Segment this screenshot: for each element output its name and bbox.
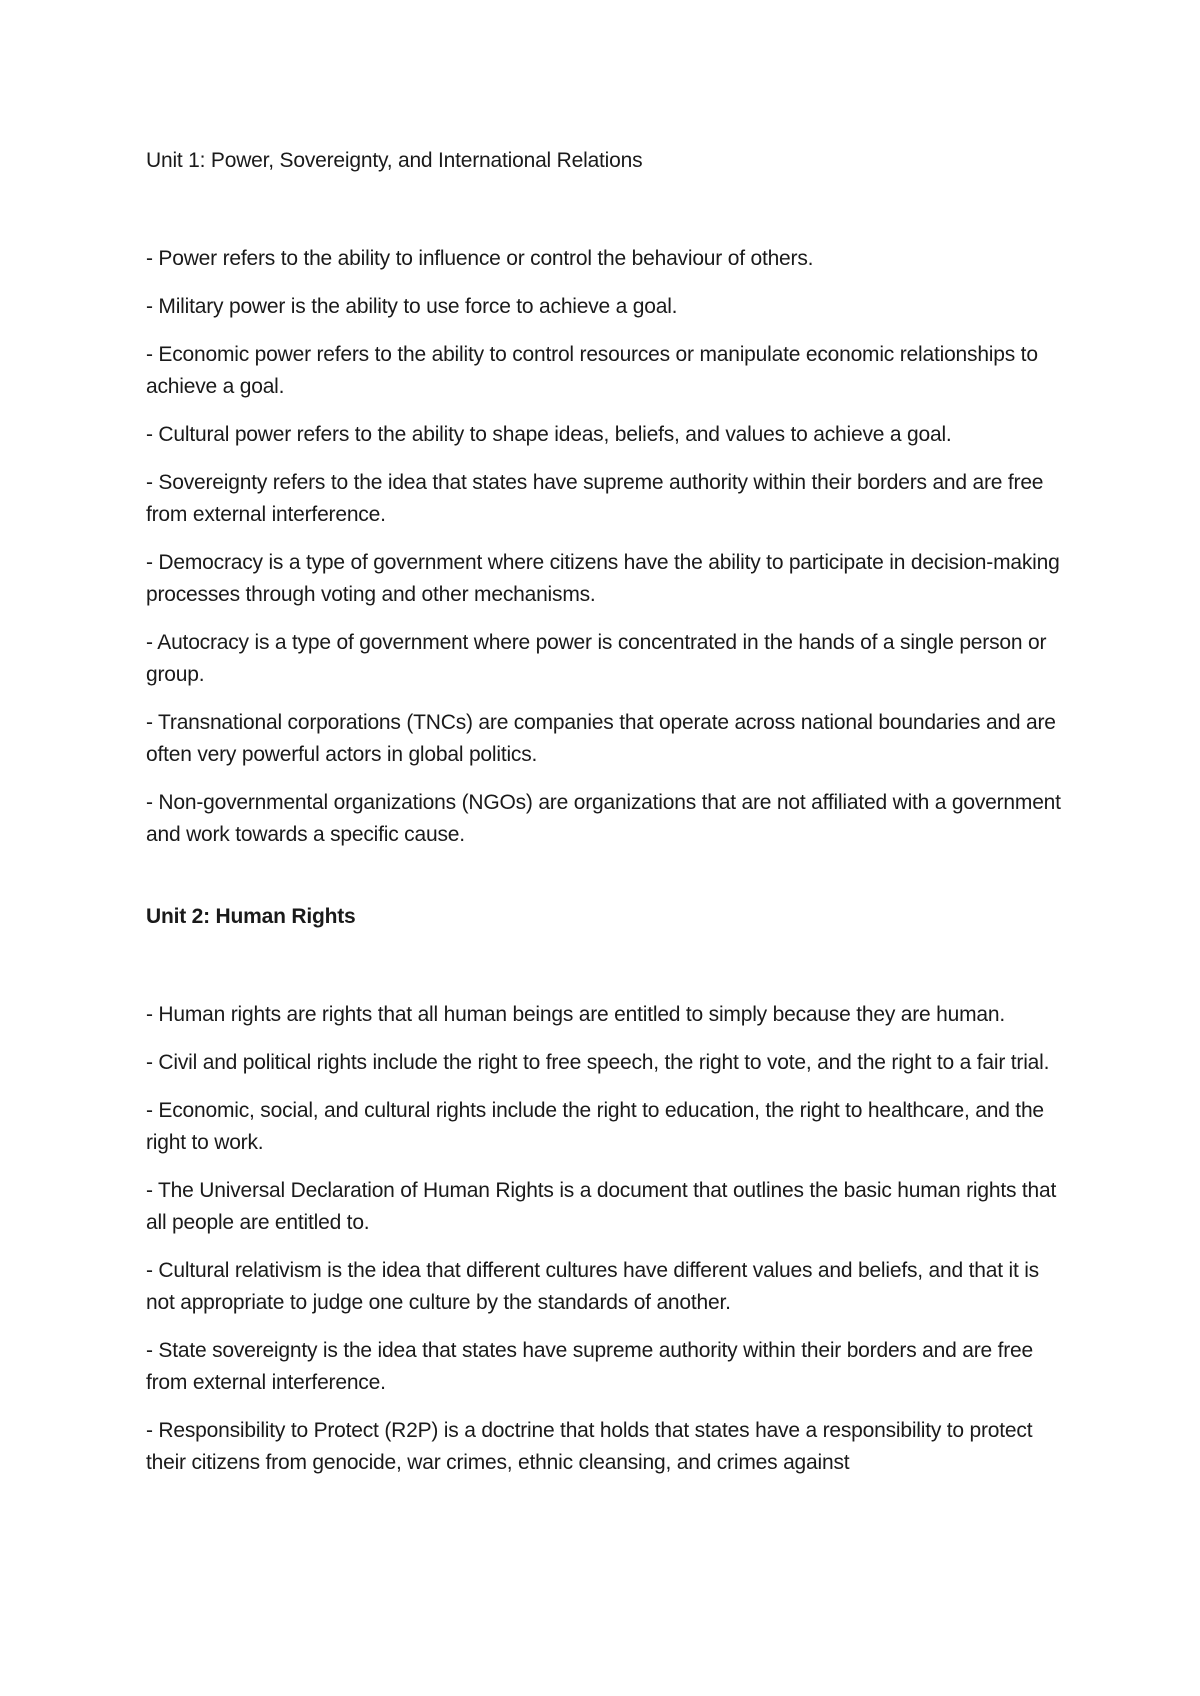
- unit1-item-democracy: - Democracy is a type of government where citizens have the ability to participate in decision-making processes through voting and other mechanisms.: [146, 551, 1060, 606]
- unit2-item-cultural-relativism: - Cultural relativism is the idea that different cultures have different values and beliefs, and that it is not appropriate to judge one culture by the standards of another.: [146, 1259, 1039, 1314]
- unit2-item-udhr: - The Universal Declaration of Human Rights is a document that outlines the basic human rights that all people are entitled to.: [146, 1179, 1057, 1234]
- unit1-item-sovereignty: - Sovereignty refers to the idea that states have supreme authority within their borders and are free from external interference.: [146, 471, 1044, 526]
- unit1-item-cultural-power: - Cultural power refers to the ability to shape ideas, beliefs, and values to achieve a goal.: [146, 423, 952, 446]
- unit2-item-human-rights: - Human rights are rights that all human beings are entitled to simply because they are human.: [146, 1003, 1005, 1026]
- unit1-item-economic-power: - Economic power refers to the ability to control resources or manipulate economic relationships to achieve a goal.: [146, 343, 1038, 398]
- unit1-item-autocracy: - Autocracy is a type of government where power is concentrated in the hands of a single person or group.: [146, 631, 1047, 686]
- unit2-item-state-sovereignty: - State sovereignty is the idea that states have supreme authority within their borders and are free from external interference.: [146, 1339, 1033, 1394]
- unit2-item-economic-social-cultural-rights: - Economic, social, and cultural rights include the right to education, the right to healthcare, and the right to work.: [146, 1099, 1044, 1154]
- unit1-item-ngos: - Non-governmental organizations (NGOs) are organizations that are not affiliated with a government and work towards a specific cause.: [146, 791, 1061, 846]
- unit1-item-tncs: - Transnational corporations (TNCs) are companies that operate across national boundaries and are often very powerful actors in global politics.: [146, 711, 1056, 766]
- document-content: [146, 145, 1066, 1495]
- unit2-heading: Unit 2: Human Rights: [146, 905, 356, 928]
- unit2-item-r2p: - Responsibility to Protect (R2P) is a doctrine that holds that states have a responsibility to protect their citizens from genocide, war crimes, ethnic cleansing, and crimes against: [146, 1419, 1033, 1474]
- unit2-item-civil-political-rights: - Civil and political rights include the right to free speech, the right to vote, and the right to a fair trial.: [146, 1051, 1050, 1074]
- unit1-heading: Unit 1: Power, Sovereignty, and International Relations: [146, 149, 643, 172]
- unit1-item-military-power: - Military power is the ability to use force to achieve a goal.: [146, 295, 678, 318]
- unit1-item-power: - Power refers to the ability to influence or control the behaviour of others.: [146, 247, 814, 270]
